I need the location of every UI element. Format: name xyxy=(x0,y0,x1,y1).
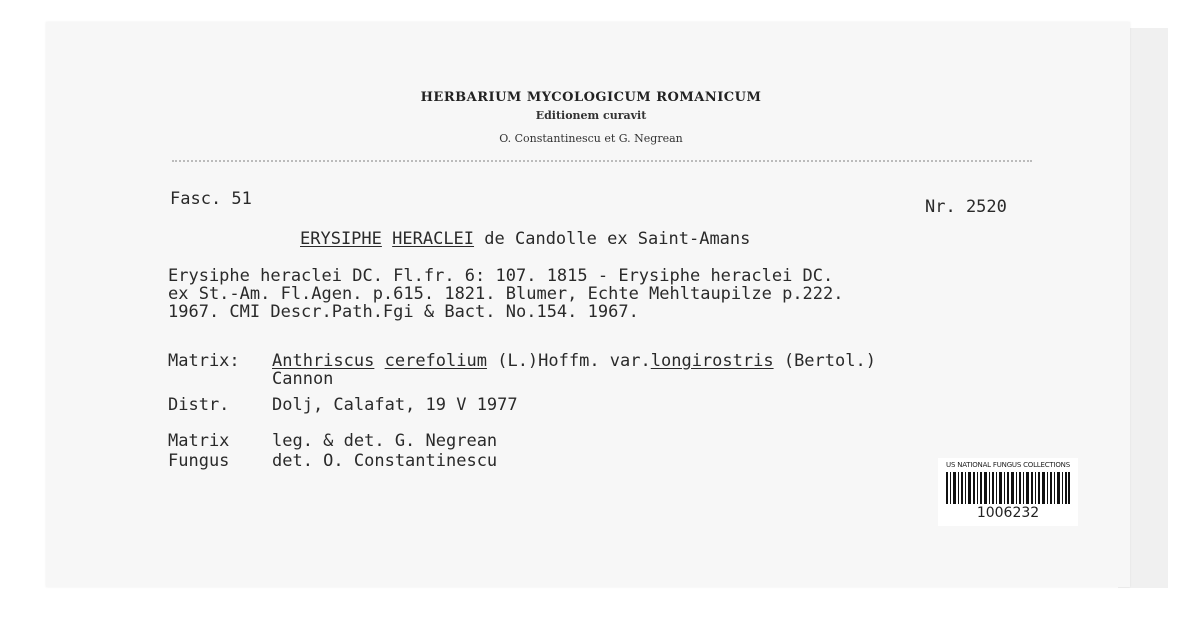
distribution-label: Distr. xyxy=(168,395,230,415)
species-genus: ERYSIPHE xyxy=(300,229,382,249)
collector-value: leg. & det. G. Negrean xyxy=(272,431,498,451)
collector-value: det. O. Constantinescu xyxy=(272,451,498,471)
matrix-label: Matrix: xyxy=(168,351,240,371)
host-genus: Anthriscus xyxy=(272,351,375,371)
header-divider xyxy=(172,160,1032,162)
editor-note: Editionem curavit xyxy=(535,109,647,122)
host-authority-continued: Cannon xyxy=(272,369,334,389)
specimen-number: Nr. 2520 xyxy=(925,197,1007,217)
distribution-value: Dolj, Calafat, 19 V 1977 xyxy=(272,395,518,415)
fascicle: Fasc. 51 xyxy=(170,189,252,209)
barcode-header: US NATIONAL FUNGUS COLLECTIONS xyxy=(946,461,1070,469)
barcode-icon xyxy=(946,472,1070,504)
host-variety: longirostris xyxy=(650,351,774,371)
collector-label: Fungus xyxy=(168,451,230,471)
host-authority: (L.)Hoffm. var. xyxy=(497,351,651,371)
label-header xyxy=(0,90,1182,145)
reference-line: ex St.-Am. Fl.Agen. p.615. 1821. Blumer, Echte Mehltaupilze p.222. xyxy=(168,284,844,304)
reference-line: Erysiphe heraclei DC. Fl.fr. 6: 107. 1815 - Erysiphe heraclei DC. xyxy=(168,266,834,286)
species-authority: de Candolle ex Saint-Amans xyxy=(484,229,751,249)
herbarium-title: HERBARIUM MYCOLOGICUM ROMANICUM xyxy=(420,90,762,105)
editors: O. Constantinescu et G. Negrean xyxy=(499,132,683,145)
collector-label: Matrix xyxy=(168,431,230,451)
host-species: cerefolium xyxy=(384,351,487,371)
reference-line: 1967. CMI Descr.Path.Fgi & Bact. No.154. 1967. xyxy=(168,302,639,322)
matrix-host xyxy=(272,352,876,370)
barcode-number: 1006232 xyxy=(976,505,1040,521)
host-variety-authority: (Bertol.) xyxy=(783,351,876,371)
barcode-label xyxy=(938,458,1078,526)
species-epithet: HERACLEI xyxy=(392,229,475,249)
species-name xyxy=(300,230,750,248)
